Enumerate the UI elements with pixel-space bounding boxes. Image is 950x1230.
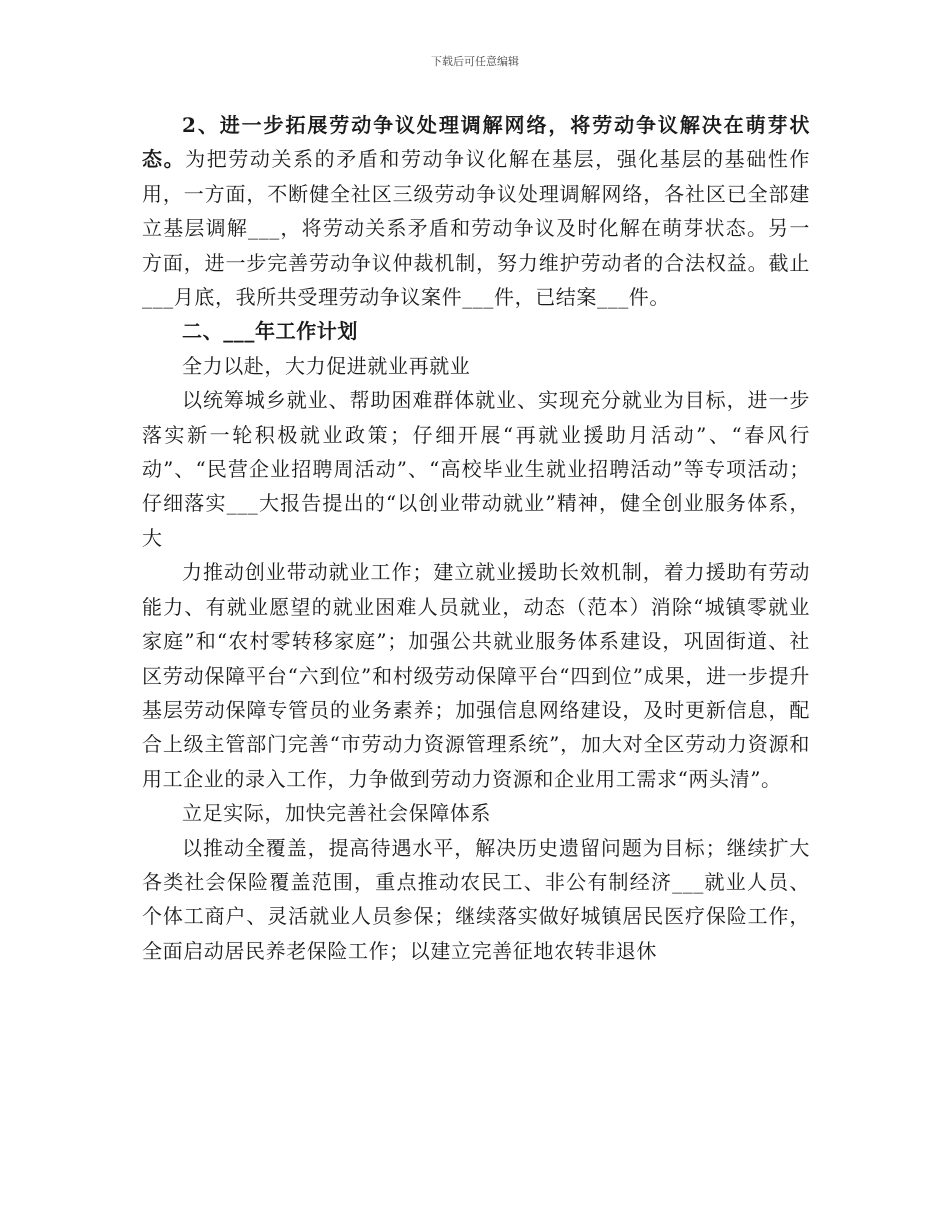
document-body: [142, 108, 810, 968]
paragraph-entrepreneurship: 力推动创业带动就业工作；建立就业援助长效机制，着力援助有劳动能力、有就业愿望的就业困难人员就业，动态（范本）消除“城镇零就业家庭”和“农村零转移家庭”；加强公共就业服务体系建设，巩固街道、社区劳动保障平台“六到位”和村级劳动保障平台“四到位”成果，进一步提升基层劳动保障专管员的业务素养；加强信息网络建设，及时更新信息，配合上级主管部门完善“市劳动力资源管理系统”，加大对全区劳动力资源和用工企业的录入工作，力争做到劳动力资源和企业用工需求“两头清”。: [142, 560, 810, 791]
header-note: 下载后可任意编辑: [431, 55, 519, 68]
section-heading-work-plan: 二、___年工作计划: [182, 319, 358, 344]
paragraph-lead-heading: 2、进一步拓展劳动争议处理调解网络，将劳动争议解决在萌芽状态。: [142, 113, 810, 172]
paragraph-dispute-mediation: [142, 108, 810, 314]
subheading-employment: 全力以赴，大力促进就业再就业: [182, 353, 471, 378]
paragraph-text: 为把劳动关系的矛盾和劳动争议化解在基层，强化基层的基础性作用，一方面，不断健全社区三级劳动争议处理调解网络，各社区已全部建立基层调解___，将劳动关系矛盾和劳动争议及时化解在萌芽状态。另一方面，进一步完善劳动争议仲裁机制，努力维护劳动者的合法权益。截止___月底，我所共受理劳动争议案件___件，已结案___件。: [142, 147, 811, 310]
paragraph-social-security: 以推动全覆盖，提高待遇水平，解决历史遗留问题为目标；继续扩大各类社会保险覆盖范围，重点推动农民工、非公有制经济___就业人员、个体工商户、灵活就业人员参保；继续落实做好城镇居民医疗保险工作，全面启动居民养老保险工作；以建立完善征地农转非退休: [142, 835, 810, 963]
paragraph-employment-goals: 以统筹城乡就业、帮助困难群体就业、实现充分就业为目标，进一步落实新一轮积极就业政策；仔细开展“再就业援助月活动”、“春风行动”、“民营企业招聘周活动”、“高校毕业生就业招聘活动”等专项活动；仔细落实___大报告提出的“以创业带动就业”精神，健全创业服务体系，大: [142, 388, 810, 550]
subheading-social-security: 立足实际，加快完善社会保障体系: [182, 801, 491, 826]
